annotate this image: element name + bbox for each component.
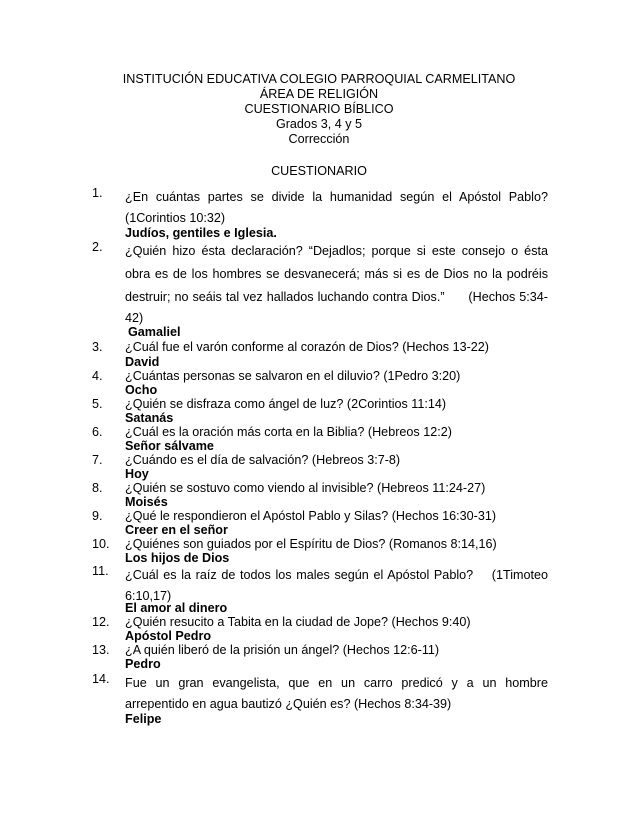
question-text: (1Corintios 10:32)	[125, 211, 226, 225]
question-8	[92, 481, 548, 495]
question-number: 8.	[92, 481, 103, 495]
answer-5: Satanás	[125, 411, 174, 425]
question-text: ¿Quiénes son guiados por el Espíritu de Dios? (Romanos 8:14,16)	[125, 537, 497, 551]
question-number: 3.	[92, 340, 103, 354]
question-text: destruir; no seáis tal vez hallados luchando contra Dios.” (Hechos 5:34-	[125, 290, 548, 304]
answer-14: Felipe	[125, 712, 162, 726]
answer-1: Judíos, gentiles e Iglesia.	[125, 226, 277, 240]
question-3	[92, 340, 548, 354]
question-number: 1.	[92, 186, 103, 200]
question-13	[92, 643, 548, 657]
question-text: obra es de los hombres se desvanecerá; más si es de Dios no la podréis	[125, 267, 548, 281]
question-number: 11.	[92, 564, 109, 578]
question-text: 42)	[125, 311, 144, 325]
question-text: ¿Cuántas personas se salvaron en el diluvio? (1Pedro 3:20)	[125, 369, 461, 383]
question-text: ¿Cuál es la raíz de todos los males según el Apóstol Pablo? (1Timoteo	[125, 568, 548, 582]
question-14	[92, 672, 548, 714]
answer-12: Apóstol Pedro	[125, 629, 212, 643]
answer-2: Gamaliel	[128, 325, 181, 339]
answer-13: Pedro	[125, 657, 161, 671]
question-9	[92, 509, 548, 523]
question-11	[92, 564, 548, 606]
correction-label: Corrección	[288, 132, 350, 146]
question-text: ¿Qué le respondieron el Apóstol Pablo y Silas? (Hechos 16:30-31)	[125, 509, 497, 523]
section-title: CUESTIONARIO	[271, 164, 367, 178]
question-text: ¿Cuál es la oración más corta en la Biblia? (Hebreos 12:2)	[125, 425, 452, 439]
answer-9: Creer en el señor	[125, 523, 228, 537]
question-text: ¿Quién se sostuvo como viendo al invisible? (Hebreos 11:24-27)	[125, 481, 486, 495]
question-text: ¿En cuántas partes se divide la humanidad según el Apóstol Pablo?	[125, 190, 548, 204]
question-text: arrepentido en agua bautizó ¿Quién es? (Hechos 8:34-39)	[125, 697, 452, 711]
answer-10: Los hijos de Dios	[125, 551, 230, 565]
answer-11: El amor al dinero	[125, 601, 228, 615]
question-5	[92, 397, 548, 411]
question-text: ¿Cuándo es el día de salvación? (Hebreos 3:7-8)	[125, 453, 401, 467]
grades: Grados 3, 4 y 5	[275, 117, 363, 131]
question-1	[92, 186, 548, 228]
question-number: 2.	[92, 240, 103, 254]
question-number: 12.	[92, 615, 110, 629]
question-text: ¿Quién hizo ésta declaración? “Dejadlos; porque si este consejo o ésta	[125, 244, 548, 258]
institution-name: INSTITUCIÓN EDUCATIVA COLEGIO PARROQUIAL CARMELITANO	[122, 72, 516, 86]
question-4	[92, 369, 548, 383]
question-text: ¿A quién liberó de la prisión un ángel? (Hechos 12:6-11)	[125, 643, 440, 657]
question-12	[92, 615, 548, 629]
question-2	[92, 240, 548, 328]
question-number: 14.	[92, 672, 110, 686]
questionnaire-title: CUESTIONARIO BÍBLICO	[244, 102, 394, 116]
question-text: Fue un gran evangelista, que en un carro predicó y a un hombre	[125, 676, 548, 690]
answer-6: Señor sálvame	[125, 439, 214, 453]
question-number: 7.	[92, 453, 103, 467]
question-number: 4.	[92, 369, 103, 383]
question-text: ¿Quién se disfraza como ángel de luz? (2Corintios 11:14)	[125, 397, 447, 411]
answer-8: Moisés	[125, 495, 168, 509]
answer-4: Ocho	[125, 383, 158, 397]
question-number: 9.	[92, 509, 103, 523]
question-text: ¿Quién resucito a Tabita en la ciudad de Jope? (Hechos 9:40)	[125, 615, 471, 629]
question-6	[92, 425, 548, 439]
document-header	[0, 72, 638, 147]
answer-7: Hoy	[125, 467, 149, 481]
question-number: 5.	[92, 397, 103, 411]
question-7	[92, 453, 548, 467]
area-name: ÁREA DE RELIGIÓN	[259, 87, 379, 101]
question-10	[92, 537, 548, 551]
question-number: 6.	[92, 425, 103, 439]
question-text: 6:10,17)	[125, 589, 172, 603]
question-text: ¿Cuál fue el varón conforme al corazón de Dios? (Hechos 13-22)	[125, 340, 490, 354]
answer-3: David	[125, 355, 160, 369]
question-number: 13.	[92, 643, 110, 657]
question-number: 10.	[92, 537, 110, 551]
